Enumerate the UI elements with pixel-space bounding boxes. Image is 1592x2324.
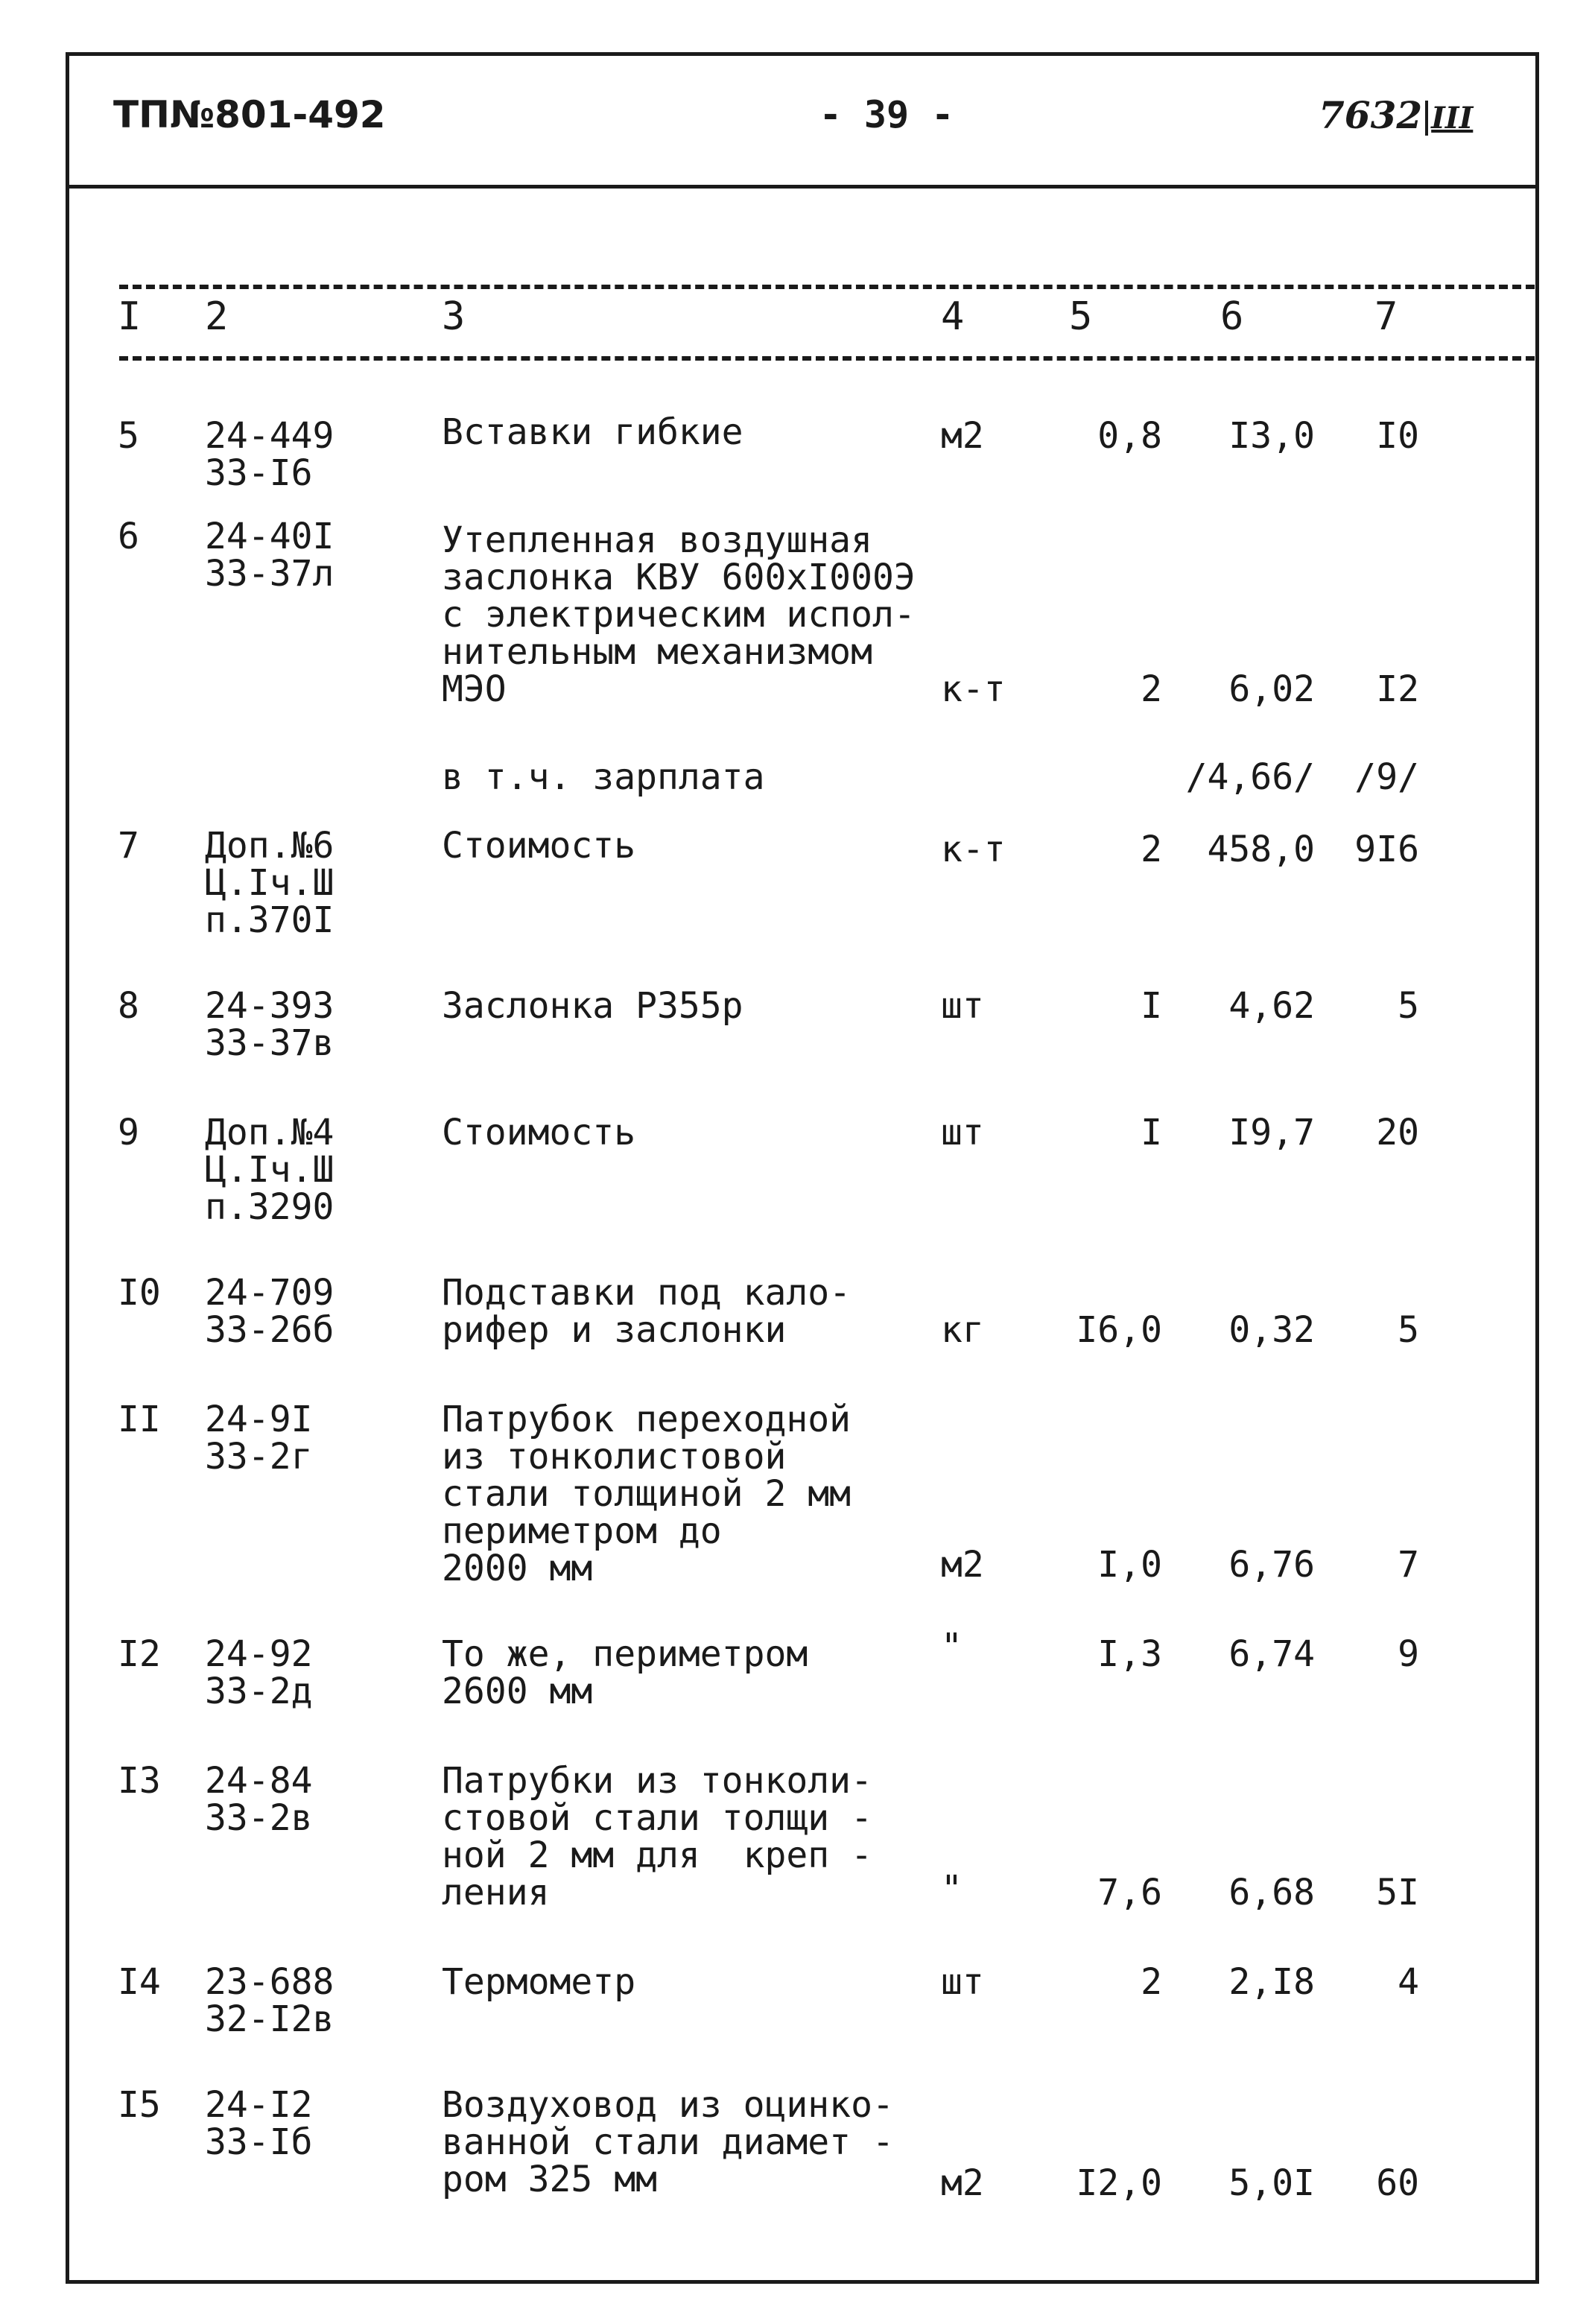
row-name: То же, периметром 2600 мм <box>442 1633 808 1712</box>
row-number: 5 <box>118 415 139 457</box>
row-codes: Доп.№4 Ц.Iч.Ш п.3290 <box>205 1112 334 1228</box>
column-header-1: I <box>118 294 142 339</box>
row-price: 6,74 <box>1228 1633 1315 1675</box>
row-codes: 24-393 33-37в <box>205 985 334 1064</box>
row-number: II <box>118 1399 161 1440</box>
row-number: I2 <box>118 1633 161 1675</box>
row-name: Вставки гибкие <box>442 411 743 453</box>
row-price: 5,0I <box>1228 2162 1315 2204</box>
row-price: 6,68 <box>1228 1872 1315 1913</box>
row-quantity: 2 <box>1141 668 1162 710</box>
row-total: 20 <box>1376 1112 1419 1153</box>
row-number: I3 <box>118 1760 161 1802</box>
row-number: 9 <box>118 1112 139 1153</box>
row-name: Утепленная воздушная заслонка КВУ 600xI000Э с электрическим испол- нительным механизмом МЭО <box>442 519 916 710</box>
row-codes: 24-449 33-I6 <box>205 415 334 494</box>
row-price: 6,02 <box>1228 668 1315 710</box>
row-unit: шт <box>941 1961 984 2003</box>
row-total: I0 <box>1376 415 1419 457</box>
row-number: I0 <box>118 1272 161 1314</box>
sheet-number <box>1319 93 1473 137</box>
row-codes: Доп.№6 Ц.Iч.Ш п.370I <box>205 825 334 941</box>
row-unit: м2 <box>941 1544 984 1586</box>
sheet-number-main: 7632 <box>1319 93 1423 137</box>
row-name: Стоимость <box>442 825 636 867</box>
row-codes: 24-9I 33-2г <box>205 1399 313 1478</box>
salary-price: /4,66/ <box>1185 756 1315 798</box>
row-number: I4 <box>118 1961 161 2003</box>
row-price: 0,32 <box>1228 1309 1315 1351</box>
row-quantity: I2,0 <box>1076 2162 1162 2204</box>
row-name: Заслонка Р355р <box>442 985 743 1027</box>
salary-total: /9/ <box>1354 756 1419 798</box>
row-quantity: I,3 <box>1097 1633 1162 1675</box>
row-total: 9 <box>1398 1633 1419 1675</box>
column-header-2: 2 <box>205 294 229 339</box>
row-quantity: I <box>1141 985 1162 1027</box>
row-total: I2 <box>1376 668 1419 710</box>
row-codes: 24-92 33-2д <box>205 1633 313 1712</box>
row-codes: 24-84 33-2в <box>205 1760 313 1839</box>
row-quantity: I,0 <box>1097 1544 1162 1586</box>
row-total: 5 <box>1398 985 1419 1027</box>
row-name: Термометр <box>442 1961 636 2003</box>
row-price: I3,0 <box>1228 415 1315 457</box>
row-unit: м2 <box>941 415 984 457</box>
row-total: 5 <box>1398 1309 1419 1351</box>
row-name: Патрубки из тонколи- стовой стали толщи - ной 2 мм для креп - ления <box>442 1760 872 1913</box>
row-quantity: 2 <box>1141 1961 1162 2003</box>
column-header-6: 6 <box>1220 294 1244 339</box>
row-number: I5 <box>118 2084 161 2126</box>
row-quantity: 0,8 <box>1097 415 1162 457</box>
row-name: Стоимость <box>442 1112 636 1153</box>
row-number: 6 <box>118 516 139 557</box>
row-unit: к-т <box>941 668 1006 710</box>
column-header-4: 4 <box>941 294 965 339</box>
row-total: 60 <box>1376 2162 1419 2204</box>
column-header-bottom-rule <box>119 356 1535 361</box>
row-codes: 24-I2 33-Iб <box>205 2084 313 2163</box>
row-total: 5I <box>1376 1872 1419 1913</box>
row-quantity: 2 <box>1141 829 1162 870</box>
row-unit: шт <box>941 985 984 1027</box>
column-header-5: 5 <box>1069 294 1093 339</box>
row-name: Подставки под кало- рифер и заслонки <box>442 1272 852 1351</box>
row-price: 4,62 <box>1228 985 1315 1027</box>
row-unit: м2 <box>941 2162 984 2204</box>
row-price: 2,I8 <box>1228 1961 1315 2003</box>
row-quantity: I6,0 <box>1076 1309 1162 1351</box>
column-header-7: 7 <box>1374 294 1398 339</box>
salary-note: в т.ч. зарплата <box>442 756 765 798</box>
row-unit: кг <box>941 1309 984 1351</box>
row-codes: 23-688 32-I2в <box>205 1961 334 2040</box>
row-quantity: 7,6 <box>1097 1872 1162 1913</box>
row-unit: шт <box>941 1112 984 1153</box>
page-number: - 39 - <box>819 93 954 136</box>
row-price: 6,76 <box>1228 1544 1315 1586</box>
row-total: 4 <box>1398 1961 1419 2003</box>
row-quantity: I <box>1141 1112 1162 1153</box>
sheet-roman: III <box>1425 101 1473 136</box>
header-divider <box>66 185 1539 189</box>
column-header-3: 3 <box>442 294 466 339</box>
row-number: 8 <box>118 985 139 1027</box>
row-number: 7 <box>118 825 139 867</box>
row-unit: " <box>941 1868 963 1910</box>
row-price: I9,7 <box>1228 1112 1315 1153</box>
column-header-top-rule <box>119 285 1535 289</box>
row-codes: 24-40I 33-37л <box>205 516 334 595</box>
row-unit: " <box>941 1626 963 1668</box>
row-total: 7 <box>1398 1544 1419 1586</box>
row-name: Воздуховод из оцинко- ванной стали диамет - ром 325 мм <box>442 2084 894 2200</box>
row-name: Патрубок переходной из тонколистовой стали толщиной 2 мм периметром до 2000 мм <box>442 1399 852 1589</box>
row-price: 458,0 <box>1207 829 1315 870</box>
row-unit: к-т <box>941 829 1006 870</box>
row-total: 9I6 <box>1354 829 1419 870</box>
row-codes: 24-709 33-26б <box>205 1272 334 1351</box>
doc-code: ТП№801-492 <box>113 93 386 136</box>
